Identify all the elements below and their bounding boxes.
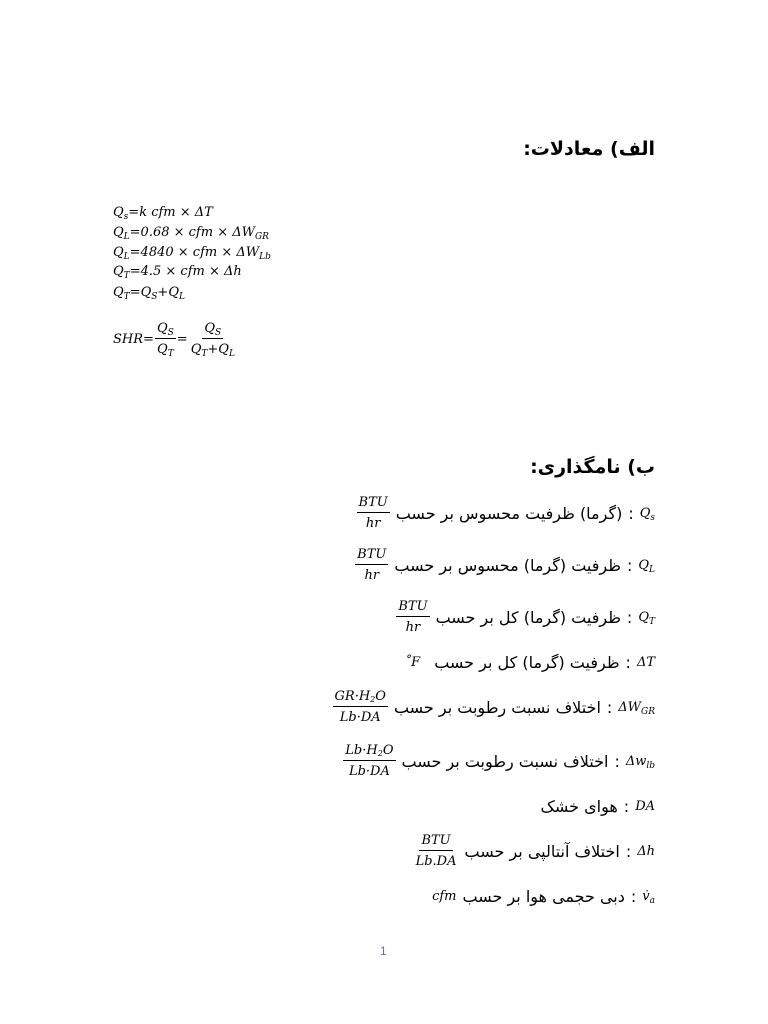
nomenclature-row [405, 653, 655, 672]
equation-1 [113, 204, 213, 222]
shr-f2-num-sub: S [215, 328, 222, 338]
nomenclature-row [355, 548, 655, 582]
nom-description: ظرفیت (گرما) کل بر حسب [435, 607, 621, 627]
nomenclature-row [333, 690, 655, 724]
eq2-rhs: =0.68 × cfm × ΔW [129, 225, 255, 240]
shr-f2-den-b-sub: L [228, 349, 235, 359]
shr-f1-num: Q [156, 321, 168, 336]
nom-separator: : [626, 555, 633, 575]
shr-f2-den-a: Q [190, 342, 202, 357]
nom-symbol: Δh [637, 843, 655, 859]
nomenclature-row [541, 797, 655, 816]
nom-unit: $\frac{\text{BTU}}{hr}$ [398, 599, 428, 635]
nom-separator: : [625, 653, 631, 672]
nomenclature-heading: ب) نامگذاری: [530, 456, 655, 478]
equation-3 [113, 244, 271, 262]
nom-unit: $\frac{Lb\cdot H_2O}{Lb\cdot DA}$ [345, 743, 394, 779]
nom-symbol: $\Delta w_{lb}$ [625, 753, 655, 771]
shr-equation [113, 321, 238, 359]
shr-f1-den: Q [157, 342, 168, 357]
page-number: 1 [380, 944, 387, 958]
eq1-rhs: =k cfm × ΔT [128, 205, 213, 220]
eq5-rhs: =Q [129, 285, 152, 300]
nom-unit: cfm [432, 889, 457, 904]
nom-description: اختلاف نسبت رطوبت بر حسب [393, 697, 601, 717]
nom-separator: : [630, 887, 637, 906]
nom-description: هوای خشک [540, 797, 618, 816]
eq4-lhs: Q [113, 264, 124, 279]
nom-symbol: $Q_s$ [639, 505, 655, 523]
nom-description: ظرفیت (گرما) محسوس بر حسب [394, 555, 621, 575]
equation-5 [113, 284, 185, 302]
nomenclature-row [357, 496, 655, 530]
eq3-rhs-sub: Lb [259, 252, 271, 262]
nomenclature-row [343, 744, 655, 778]
shr-fraction-1 [155, 321, 176, 359]
eq5-rhs-sub: S [151, 292, 158, 302]
eq5-lhs-sub: T [123, 292, 130, 302]
eq3-lhs-sub: L [123, 252, 130, 262]
eq5-lhs: Q [113, 285, 124, 300]
equations-heading: الف) معادلات: [523, 138, 655, 160]
nom-unit: ˚F [404, 655, 421, 670]
eq5-rhs2-sub: L [178, 292, 185, 302]
nom-symbol: $\Delta W_{GR}$ [618, 699, 655, 717]
shr-f1-den-sub: T [167, 349, 174, 359]
nom-separator: : [628, 503, 634, 523]
nom-symbol: $Q_L$ [638, 557, 655, 575]
eq2-lhs: Q [113, 225, 124, 240]
nom-description: ظرفیت (گرما) کل بر حسب [434, 653, 620, 672]
nom-unit: $\frac{\text{BTU}}{hr}$ [358, 495, 388, 531]
nom-description: اختلاف آنتالپی بر حسب [464, 841, 620, 861]
shr-f1-num-sub: S [167, 328, 174, 338]
nom-symbol: DA [635, 799, 655, 814]
nom-description: دبی حجمی هوا بر حسب [462, 887, 625, 906]
nomenclature-row [396, 600, 655, 634]
shr-equals: = [176, 331, 188, 347]
equation-4 [113, 263, 242, 281]
nom-unit: $\frac{GR\cdot H_2O}{Lb\cdot DA}$ [334, 689, 386, 725]
nom-symbol: $Q_T$ [638, 609, 655, 627]
shr-lhs: SHR= [113, 331, 154, 347]
nom-unit: $\frac{\text{BTU}}{hr}$ [357, 547, 387, 583]
nomenclature-row [414, 834, 655, 868]
eq1-lhs-sub: s [123, 212, 129, 222]
eq3-rhs: =4840 × cfm × ΔW [129, 245, 260, 260]
nomenclature-row [432, 887, 655, 906]
eq2-rhs-sub: GR [254, 232, 269, 242]
nom-description: اختلاف نسبت رطوبت بر حسب [401, 751, 609, 771]
nom-unit: $\frac{\text{BTU}}{Lb.DA}$ [415, 833, 457, 869]
nom-separator: : [625, 841, 632, 861]
nom-description: (گرما) ظرفیت محسوس بر حسب [395, 503, 623, 523]
shr-f2-den-plus: +Q [207, 342, 229, 357]
eq4-rhs: =4.5 × cfm × Δh [129, 264, 242, 279]
eq5-rhs2: +Q [157, 285, 179, 300]
nom-symbol: ΔT [636, 655, 655, 670]
eq2-lhs-sub: L [123, 232, 130, 242]
nom-separator: : [606, 697, 613, 717]
shr-f2-den-a-sub: T [201, 349, 208, 359]
nom-symbol: $v̇_a$ [642, 889, 655, 906]
eq1-lhs: Q [113, 205, 124, 220]
nom-separator: : [623, 797, 630, 816]
shr-f2-num: Q [204, 321, 216, 336]
shr-fraction-2 [189, 321, 237, 359]
eq4-lhs-sub: T [123, 271, 130, 281]
nom-separator: : [626, 607, 633, 627]
eq3-lhs: Q [113, 245, 124, 260]
nom-separator: : [614, 751, 620, 771]
equation-2 [113, 224, 269, 242]
